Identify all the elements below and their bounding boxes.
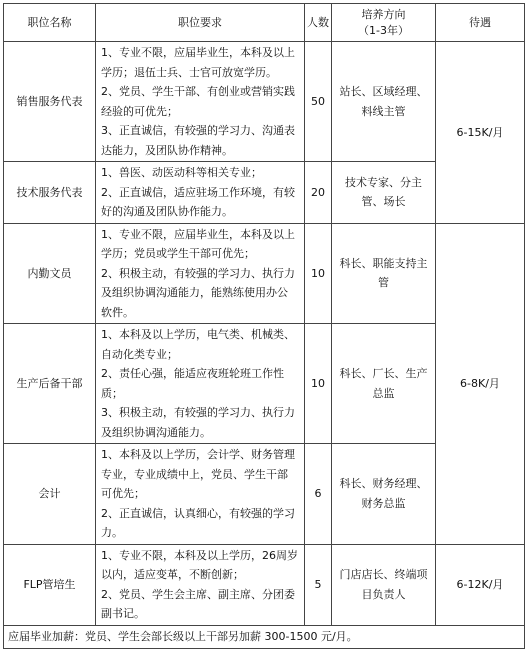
requirement-item: 1、专业不限，本科及以上学历，26周岁以内，适应变革，不断创新； (101, 548, 298, 581)
treatment: 6-15K/月 (436, 42, 525, 224)
headcount: 20 (305, 162, 332, 224)
requirement-item: 1、本科及以上学历，会计学、财务管理专业，专业成绩中上，党员、学生干部可优先； (101, 448, 295, 500)
header-training-period: （1-3年） (358, 23, 409, 37)
requirement-item: 1、本科及以上学历，电气类、机械类、自动化类专业； (101, 328, 295, 361)
requirement-item: 2、党员、学生干部、有创业或营销实践经验的可优先； (101, 85, 295, 118)
headcount: 5 (305, 544, 332, 625)
footnote-row (4, 625, 525, 648)
requirement-item: 2、党员、学生会主席、副主席、分团委副书记。 (101, 587, 295, 620)
table-row (4, 223, 525, 324)
header-row (4, 4, 525, 42)
position-name: 内勤文员 (4, 223, 96, 324)
header-position-name: 职位名称 (4, 4, 96, 42)
position-name: 生产后备干部 (4, 324, 96, 444)
requirement-item: 2、积极主动，有较强的学习力、执行力及组织协调沟通能力，能熟练使用办公软件。 (101, 266, 295, 319)
position-name: 销售服务代表 (4, 42, 96, 162)
table-row (4, 544, 525, 625)
training-direction: 技术专家、分主管、场长 (332, 162, 436, 224)
treatment: 6-12K/月 (436, 544, 525, 625)
requirements-cell (96, 162, 305, 224)
footnote: 应届毕业加薪：党员、学生会部长级以上干部另加薪 300-1500 元/月。 (4, 625, 525, 648)
training-direction: 站长、区域经理、料线主管 (332, 42, 436, 162)
position-name: 技术服务代表 (4, 162, 96, 224)
training-direction: 科长、财务经理、财务总监 (332, 444, 436, 545)
requirement-item: 3、正直诚信，有较强的学习力、沟通表达能力，及团队协作精神。 (101, 124, 295, 157)
requirements-cell (96, 324, 305, 444)
training-direction: 科长、职能支持主管 (332, 223, 436, 324)
requirement-item: 2、责任心强，能适应夜班轮班工作性质； (101, 367, 284, 400)
headcount: 10 (305, 223, 332, 324)
requirement-item: 2、正直诚信，认真细心，有较强的学习力。 (101, 506, 295, 539)
training-direction: 科长、厂长、生产总监 (332, 324, 436, 444)
requirements-cell (96, 544, 305, 625)
requirements-cell (96, 444, 305, 545)
requirements-cell (96, 223, 305, 324)
header-treatment: 待遇 (436, 4, 525, 42)
headcount: 50 (305, 42, 332, 162)
training-direction: 门店店长、终端项目负责人 (332, 544, 436, 625)
position-name: 会计 (4, 444, 96, 545)
header-headcount: 人数 (305, 4, 332, 42)
headcount: 10 (305, 324, 332, 444)
header-requirements: 职位要求 (96, 4, 305, 42)
requirement-item: 2、正直诚信，适应驻场工作环境，有较好的沟通及团队协作能力。 (101, 185, 295, 218)
treatment: 6-8K/月 (436, 223, 525, 544)
header-training-direction (332, 4, 436, 42)
header-training-direction-title: 培养方向 (361, 7, 406, 21)
headcount: 6 (305, 444, 332, 545)
requirement-item: 1、专业不限，应届毕业生，本科及以上学历；退伍士兵、士官可放宽学历。 (101, 46, 295, 79)
requirement-item: 1、兽医、动医动科等相关专业； (101, 166, 262, 179)
requirements-cell (96, 42, 305, 162)
job-table (3, 3, 525, 649)
position-name: FLP管培生 (4, 544, 96, 625)
requirement-item: 3、积极主动，有较强的学习力、执行力及组织协调沟通能力。 (101, 406, 295, 439)
table-row (4, 42, 525, 162)
requirement-item: 1、专业不限，应届毕业生，本科及以上学历；党员或学生干部可优先； (101, 227, 295, 260)
